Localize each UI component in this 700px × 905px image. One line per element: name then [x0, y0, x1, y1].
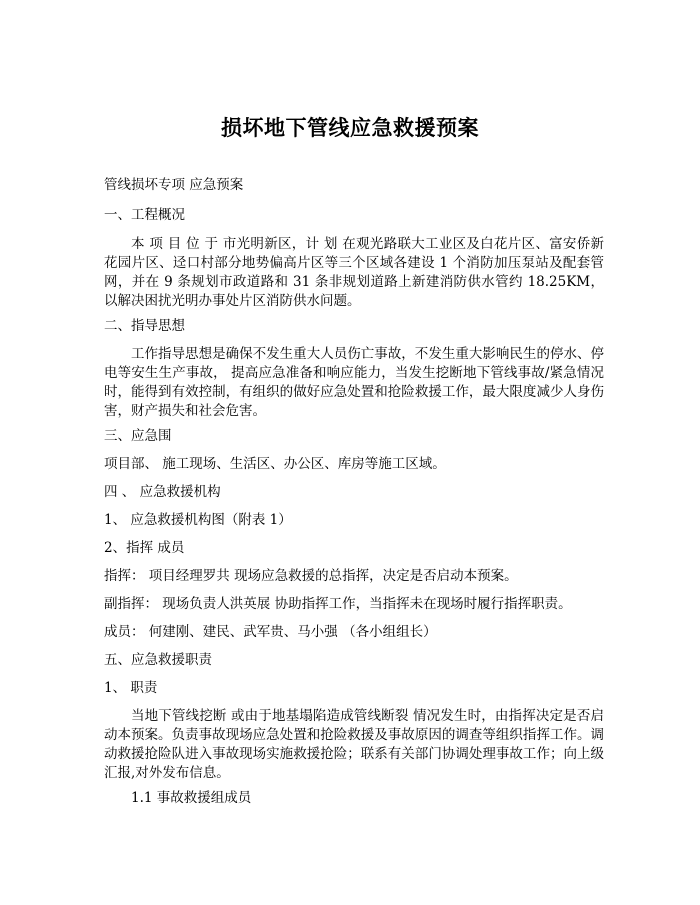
section-2-paragraph: 工作指导思想是确保不发生重大人员伤亡事故，不发生重大影响民生的停水、停电等安生生产事故， 提高应急准备和响应能力，当发生挖断地下管线事故/紧急情况时，能得到有效控制，有组织的做好应急处置和抢险救援工作，最大限度减少人身伤害，财产损失和社会危害。 [104, 346, 604, 419]
subtitle: 管线损坏专项 应急预案 [104, 177, 244, 193]
section-5-paragraph: 当地下管线挖断 或由于地基塌陷造成管线断裂 情况发生时，由指挥决定是否启动本预案。负责事故现场应急处置和抢险救援及事故原因的调查等组织指挥工作。调动救援抢险队进入事故现场实施救援抢险；联系有关部门协调处理事故工作；向上级汇报,对外发布信息。 [104, 708, 604, 781]
deputy-commander-line: 副指挥： 现场负责人洪英展 协助指挥工作，当指挥未在现场时履行指挥职责。 [104, 596, 572, 612]
document-title: 损坏地下管线应急救援预案 [221, 116, 479, 140]
commander-line: 指挥： 项目经理罗共 现场应急救援的总指挥，决定是否启动本预案。 [104, 568, 518, 584]
section-2-heading: 二、指导思想 [104, 318, 185, 334]
section-4-item-1: 1、 应急救援机构图（附表 1） [104, 512, 292, 528]
section-3-heading: 三、应急围 [104, 428, 172, 444]
section-5-subheading: 1.1 事故救援组成员 [131, 790, 252, 806]
section-4-item-2: 2、指挥 成员 [104, 540, 185, 556]
section-1-heading: 一、工程概况 [104, 207, 185, 223]
section-4-heading: 四 、 应急救援机构 [104, 484, 221, 500]
section-5-item-1: 1、 职责 [104, 680, 158, 696]
section-5-heading: 五、应急救援职责 [104, 652, 212, 668]
section-3-text: 项目部、 施工现场、生活区、办公区、库房等施工区域。 [104, 456, 446, 472]
section-1-paragraph: 本 项 目 位 于 市光明新区，计 划 在观光路联大工业区及白花片区、富安侨新花园片区、迳口村部分地势偏高片区等三个区域各建设 1 个消防加压泵站及配套管网，并在 9 条规划市政道路和 31 条非规划道路上新建消防供水管约 18.25KM，以解决困扰光明办事处片区消防供水问题。 [104, 236, 604, 309]
members-line: 成员： 何建刚、建民、武军贵、马小强 （各小组组长） [104, 624, 437, 640]
